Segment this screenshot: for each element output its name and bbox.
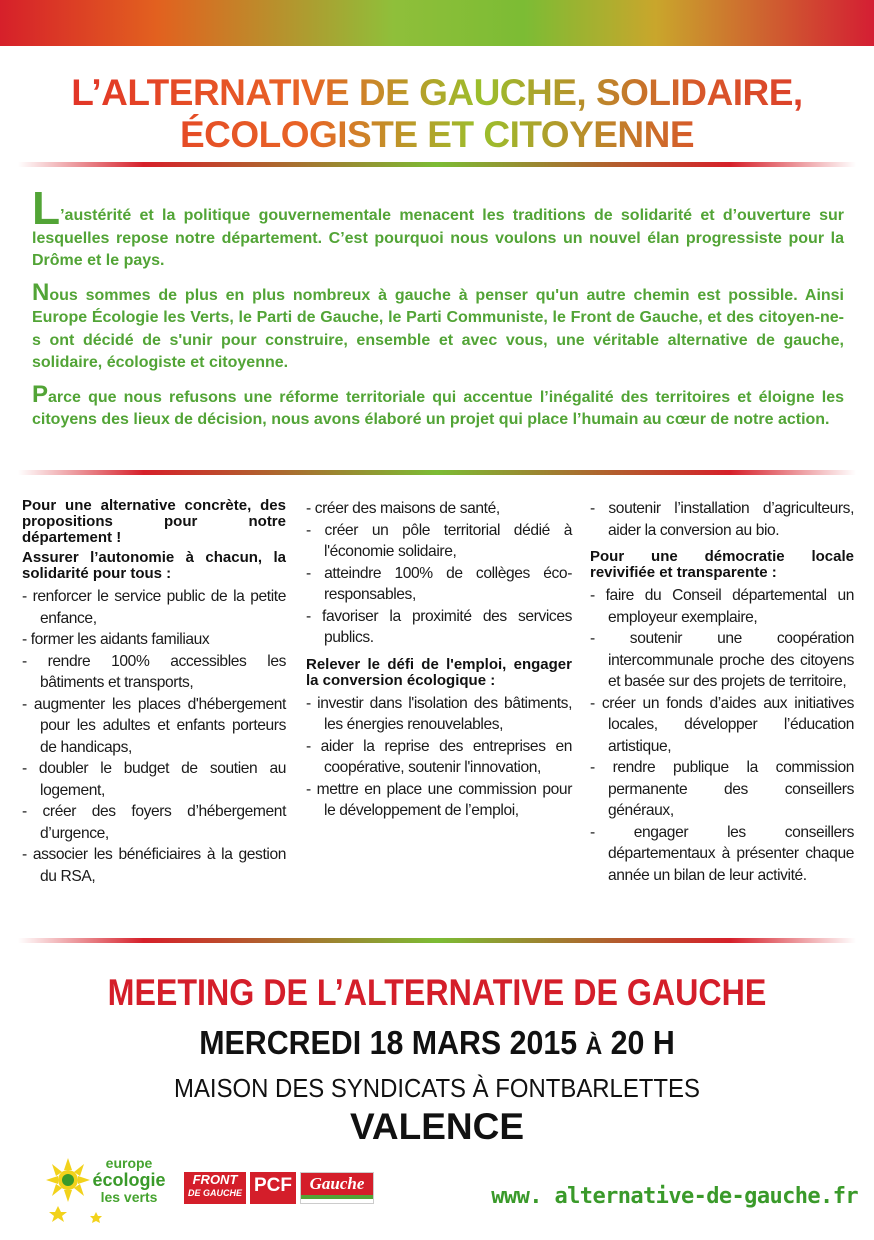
list-item: - créer un fonds d’aides aux initiatives locales, développer l’éducation artistique, <box>590 694 854 755</box>
fdg-line-1: FRONT <box>192 1172 238 1187</box>
list-item: - engager les conseillers départementaux à présenter chaque année un bilan de leur activité. <box>590 823 854 884</box>
drop-cap: L <box>32 182 61 234</box>
list-item: - doubler le budget de soutien au logement, <box>22 760 286 799</box>
list-item: - rendre publique la commission permanente des conseillers généraux, <box>590 759 854 819</box>
list-item: - créer des maisons de santé, <box>306 500 500 517</box>
proposals-column-3 <box>590 498 854 886</box>
pdg-wordmark: Gauche <box>301 1173 373 1195</box>
intro-paragraph-1 <box>32 182 844 273</box>
meeting-date-time: 20 H <box>602 1024 675 1061</box>
list-item: - associer les bénéficiaires à la gestion du RSA, <box>22 846 286 885</box>
list-item: - soutenir l’installation d’agriculteurs, aider la conversion au bio. <box>590 500 854 539</box>
meeting-date-a: À <box>585 1032 603 1060</box>
meeting-date-main: MERCREDI 18 MARS 2015 <box>199 1024 586 1061</box>
meeting-date <box>35 1024 839 1065</box>
intro-section <box>32 182 844 442</box>
list-item: - mettre en place une commission pour le développement de l’emploi, <box>306 780 572 819</box>
divider-top <box>18 162 856 167</box>
eelv-line-3: les verts <box>100 1189 158 1205</box>
divider-middle <box>18 470 856 475</box>
list-item: - aider la reprise des entreprises en coopérative, soutenir l'innovation, <box>306 737 572 776</box>
meeting-title: MEETING DE L’ALTERNATIVE DE GAUCHE <box>107 972 767 1013</box>
column-heading: Pour une démocratie locale revivifiée et transparente : <box>590 548 854 581</box>
eelv-line-2: écologie <box>92 1170 166 1190</box>
website-link[interactable]: www. alternative-de-gauche.fr <box>491 1184 858 1209</box>
list-item: - soutenir une coopération intercommunale proche des citoyens et basée sur des projets de territoire, <box>590 630 854 690</box>
fdg-line-2: DE GAUCHE <box>187 1188 242 1198</box>
list-item: - créer un pôle territorial dédié à l'économie solidaire, <box>306 521 572 560</box>
top-gradient-band <box>0 0 874 46</box>
proposal-list <box>22 586 286 887</box>
list-item: - rendre 100% accessibles les bâtiments et transports, <box>22 652 286 691</box>
divider-bottom <box>18 938 856 943</box>
title-line-1: L’ALTERNATIVE DE GAUCHE, SOLIDAIRE, <box>71 72 803 113</box>
list-item: - augmenter les places d'hébergement pour les adultes et enfants porteurs de handicaps, <box>22 695 286 756</box>
pdg-green-stripe <box>301 1195 373 1199</box>
intro-text-3: arce que nous refusons une réforme territoriale qui accentue l’inégalité des territoires et éloigne les citoyens des lieux de décision, nous avons élaboré un projet qui place l’humain au cœur de notre action. <box>32 388 844 428</box>
meeting-place: MAISON DES SYNDICATS À FONTBARLETTES <box>174 1073 700 1103</box>
title-line-2: ÉCOLOGISTE ET CITOYENNE <box>179 114 695 155</box>
list-item: - faire du Conseil départemental un employeur exemplaire, <box>590 587 854 626</box>
intro-paragraph-3 <box>32 380 844 432</box>
proposal-list <box>306 498 572 649</box>
meeting-city: VALENCE <box>349 1106 525 1147</box>
proposal-list <box>590 498 854 541</box>
list-item: - former les aidants familiaux <box>22 631 210 648</box>
list-item: - renforcer le service public de la petite enfance, <box>22 588 286 627</box>
drop-cap: P <box>32 380 49 408</box>
drop-cap: N <box>32 278 50 306</box>
intro-paragraph-2 <box>32 278 844 375</box>
front-de-gauche-logo <box>184 1172 246 1204</box>
list-item: - favoriser la proximité des services publics. <box>306 607 572 646</box>
list-item: - créer des foyers d’hébergement d’urgence, <box>22 803 286 842</box>
eelv-wordmark <box>90 1156 168 1205</box>
intro-text-1: ’austérité et la politique gouvernementale menacent les traditions de solidarité et d’ouverture sur lesquelles repose notre département. C’est pourquoi nous voulons un nouvel élan progressiste pour la Drôme et le pays. <box>32 207 844 269</box>
column-heading: Relever le défi de l'emploi, engager la conversion écologique : <box>306 655 572 689</box>
proposal-list <box>590 585 854 886</box>
intro-text-2: ous sommes de plus en plus nombreux à gauche à penser qu'un autre chemin est possible. Ainsi Europe Écologie les Verts, le Parti de Gauche, le Parti Communiste, le Front de Gauche, et des citoyen-ne-s ont décidé de s'unir pour construire, ensemble et avec vous, une véritable alternative de gauche, solidaire, écologiste et citoyenne. <box>32 286 844 371</box>
parti-de-gauche-logo <box>300 1172 374 1204</box>
eelv-line-1: europe <box>105 1155 153 1171</box>
column-heading: Pour une alternative concrète, des propositions pour notre département ! <box>22 497 286 546</box>
eelv-logo <box>38 1154 170 1224</box>
proposals-column-1 <box>22 498 286 887</box>
proposal-list <box>306 693 572 822</box>
page-title <box>0 72 874 156</box>
list-item: - atteindre 100% de collèges éco-responsables, <box>306 564 572 603</box>
proposals-column-2 <box>306 498 572 822</box>
list-item: - investir dans l'isolation des bâtiments, les énergies renouvelables, <box>306 694 572 733</box>
pcf-logo: PCF <box>250 1172 296 1204</box>
column-subheading: Assurer l’autonomie à chacun, la solidarité pour tous : <box>22 549 286 582</box>
